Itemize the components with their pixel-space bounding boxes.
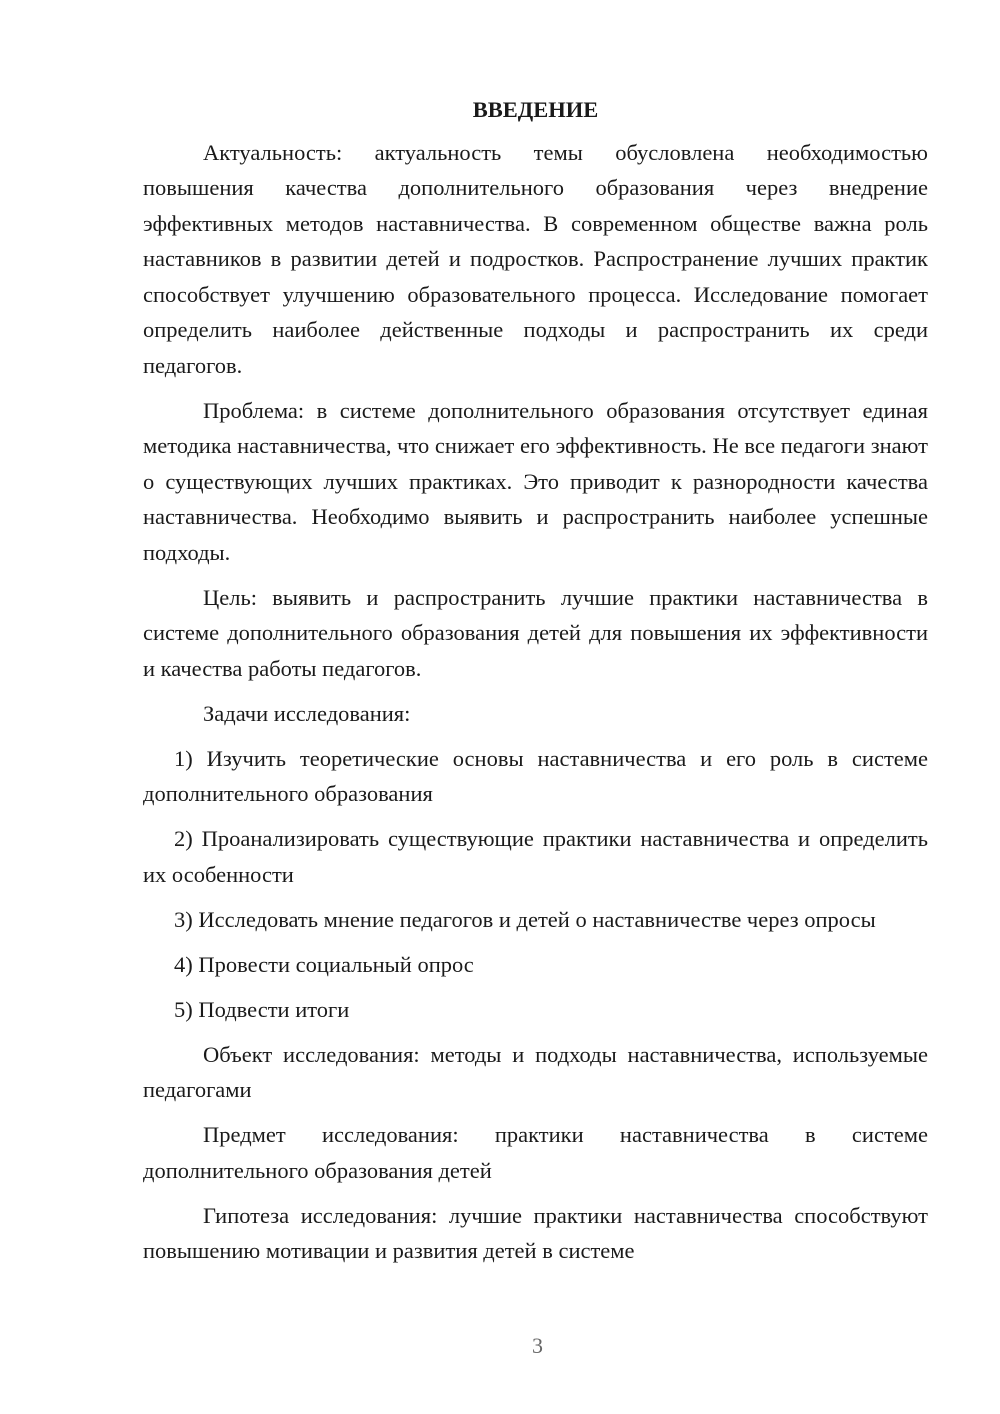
- task-item: 5) Подвести итоги: [174, 996, 350, 1022]
- task-item: 2) Проанализировать существующие практики наставничества и определить их особенности: [143, 826, 928, 887]
- subject-paragraph: Предмет исследования: практики наставничества в системе дополнительного образования детей: [143, 1122, 928, 1183]
- page-content: [143, 92, 928, 1278]
- task-item: 4) Провести социальный опрос: [174, 951, 474, 977]
- page-number: 3: [532, 1333, 543, 1358]
- goal-paragraph: Цель: выявить и распространить лучшие практики наставничества в системе дополнительного образования детей для повышения их эффективности и качества работы педагогов.: [143, 584, 928, 681]
- task-item: 3) Исследовать мнение педагогов и детей о наставничестве через опросы: [174, 906, 876, 932]
- hypothesis-paragraph: Гипотеза исследования: лучшие практики наставничества способствуют повышению мотивации и развития детей в системе: [143, 1202, 928, 1263]
- object-paragraph: Объект исследования: методы и подходы наставничества, используемые педагогами: [143, 1041, 928, 1102]
- relevance-paragraph: Актуальность: актуальность темы обусловлена необходимостью повышения качества дополнительного образования через внедрение эффективных методов наставничества. В современном обществе важна роль наставников в развитии детей и подростков. Распространение лучших практик способствует улучшению образовательного процесса. Исследование помогает определить наиболее действенные подходы и распространить их среди педагогов.: [143, 139, 928, 378]
- task-item: 1) Изучить теоретические основы наставничества и его роль в системе дополнительного образования: [143, 745, 928, 806]
- page-title: ВВЕДЕНИЕ: [472, 97, 599, 122]
- tasks-heading: Задачи исследования:: [203, 700, 411, 726]
- problem-paragraph: Проблема: в системе дополнительного образования отсутствует единая методика наставничества, что снижает его эффективность. Не все педагоги знают о существующих лучших практиках. Это приводит к разнородности качества наставничества. Необходимо выявить и распространить наиболее успешные подходы.: [143, 397, 928, 565]
